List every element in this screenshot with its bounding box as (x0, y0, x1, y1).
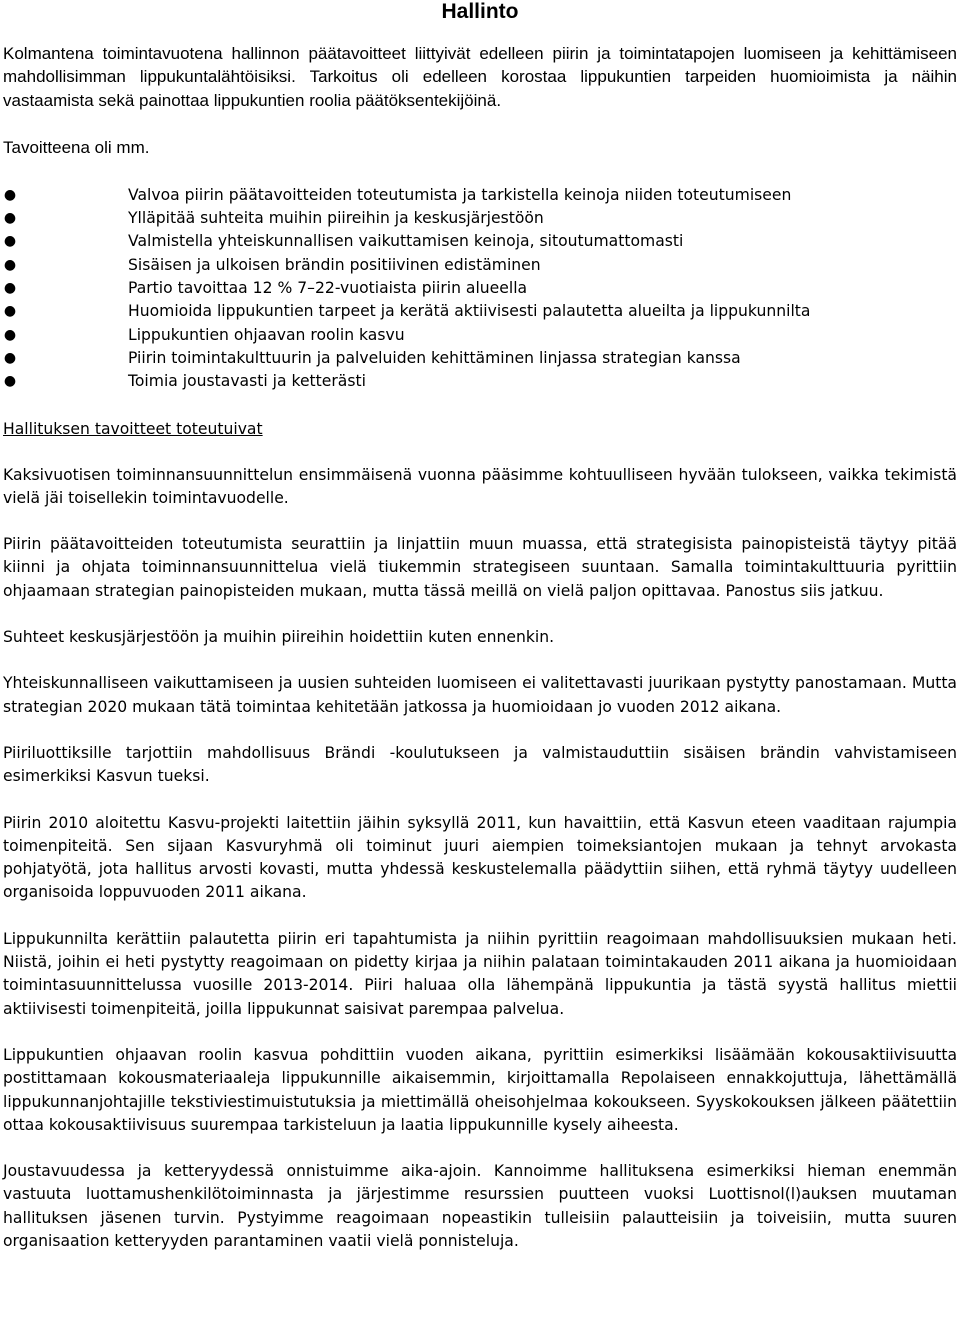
bullet-icon: ● (3, 303, 17, 320)
goal-item: ● Partio tavoittaa 12 % 7–22-vuotiaista piirin alueella (3, 277, 957, 300)
goal-item: ● Lippukuntien ohjaavan roolin kasvu (3, 324, 957, 347)
goal-item: ● Toimia joustavasti ja ketterästi (3, 370, 957, 393)
page-title: Hallinto (441, 0, 519, 23)
body-paragraph: Joustavuudessa ja ketteryydessä onnistuimme aika-ajoin. Kannoimme hallituksena esimerkiksi hieman enemmän vastuuta luottamushenkilötoiminnasta ja järjestimme resurssien puutteen vuoksi Luottisnol(l)auksen muutaman hallituksen jäsenen turvin. Pystyimme reagoimaan nopeastikin tulleisiin palautteisiin ja toiveisiin, mutta suuren organisaation ketteryyden parantaminen vaatii vielä ponnisteluja. (3, 1162, 957, 1250)
intro-paragraph: Kolmantena toimintavuotena hallinnon päätavoitteet liittyivät edelleen piirin ja toimintatapojen luomiseen ja kehittämiseen mahdollisimman lippukuntalähtöisiksi. Tarkoitus oli edelleen korostaa lippukuntien tarpeiden huomioimista ja näihin vastaamista sekä painottaa lippukuntien roolia päätöksentekijöinä. (3, 44, 957, 110)
bullet-icon: ● (3, 373, 17, 390)
body-paragraph: Piirin päätavoitteiden toteutumista seurattiin ja linjattiin muun muassa, että strategisista painopisteistä täytyy pitää kiinni ja ohjata toiminnansuunnittelua vielä tiukemmin strategiseen suuntaan. Samalla toimintakulttuuria pyrittiin ohjaamaan strategian painopisteiden mukaan, mutta tässä meillä on vielä paljon opittavaa. Panostus siis jatkuu. (3, 535, 957, 600)
bullet-icon: ● (3, 280, 17, 297)
bullet-icon: ● (3, 186, 17, 203)
goal-item: ● Ylläpitää suhteita muihin piireihin ja keskusjärjestöön (3, 207, 957, 230)
bullet-icon: ● (3, 326, 17, 343)
body-paragraph: Piirin 2010 aloitettu Kasvu-projekti laitettiin jäihin syksyllä 2011, kun havaittiin, että Kasvun eteen vaaditaan rajumpia toimenpiteitä. Sen sijaan Kasvuryhmä oli toiminut juuri aiempien toimeksiantojen mukaan ja tehnyt arvokasta pohjatyötä, jota hallitus arvosti kovasti, mutta yhdessä keskustelemalla päädyttiin siihen, että ryhmä täytyy uudelleen organisoida loppuvuoden 2011 aikana. (3, 813, 957, 902)
document-page (3, 0, 957, 1253)
goal-item: ● Piirin toimintakulttuurin ja palveluiden kehittäminen linjassa strategian kanssa (3, 347, 957, 370)
body-paragraph: Suhteet keskusjärjestöön ja muihin piireihin hoidettiin kuten ennenkin. (3, 628, 555, 647)
goal-item: ● Valvoa piirin päätavoitteiden toteutumista ja tarkistella keinoja niiden toteutumiseen (3, 184, 957, 207)
goal-item: ● Huomioida lippukuntien tarpeet ja kerätä aktiivisesti palautetta alueilta ja lippukunnilta (3, 300, 957, 323)
bullet-icon: ● (3, 256, 17, 273)
body-paragraph: Kaksivuotisen toiminnansuunnittelun ensimmäisenä vuonna pääsimme kohtuulliseen hyvään tulokseen, vaikka tekimistä vielä jäi toisellekin toimintavuodelle. (3, 465, 957, 507)
goal-item: ● Valmistella yhteiskunnallisen vaikuttamisen keinoja, sitoutumattomasti (3, 230, 957, 253)
body-paragraph: Piiriluottiksille tarjottiin mahdollisuus Brändi -koulutukseen ja valmistauduttiin sisäisen brändin vahvistamiseen esimerkiksi Kasvun tueksi. (3, 743, 957, 786)
body-paragraph: Lippukuntien ohjaavan roolin kasvua pohdittiin vuoden aikana, pyrittiin esimerkiksi lisäämään kokousaktiivisuutta postittamaan kokousmateriaaleja lippukunnille aikaisemmin, kirjoittamalla Repolaiseen ennakkojuttuja, lähettämällä lippukunnanjohtajille tekstiviestimuistutuksia ja miettimällä oheisohjelmaa kokoukseen. Syyskokouksen jälkeen päätettiin ottaa kokousaktiivisuus suurempaa tarkisteluun ja laatia lippukunnille kysely aiheesta. (3, 1045, 957, 1134)
goals-lead-text: Tavoitteena oli mm. (3, 137, 150, 157)
bullet-icon: ● (3, 233, 17, 250)
section-heading: Hallituksen tavoitteet toteutuivat (3, 419, 263, 438)
goals-list (3, 184, 957, 394)
bullet-icon: ● (3, 349, 17, 366)
goal-item: ● Sisäisen ja ulkoisen brändin positiivinen edistäminen (3, 254, 957, 277)
body-paragraph: Lippukunnilta kerättiin palautetta piirin eri tapahtumista ja niihin pyrittiin reagoimaan mahdollisuuksien mukaan heti. Niistä, joihin ei heti pystytty reagoimaan on pidetty kirjaa ja niihin palataan toimintakauden 2011 aikana ja huomioidaan toimintasuunnittelussa vuosille 2013-2014. Piiri haluaa olla lähempänä lippukuntia ja tästä syystä hallitus miettii aktiivisesti toimenpiteitä, joilla lippukunnat saisivat parempaa palvelua. (3, 929, 957, 1018)
bullet-icon: ● (3, 210, 17, 227)
body-paragraph: Yhteiskunnalliseen vaikuttamiseen ja uusien suhteiden luomiseen ei valitettavasti juurikaan pystytty panostamaan. Mutta strategian 2020 mukaan tätä toimintaa kehitetään jatkossa ja huomioidaan jo vuoden 2012 aikana. (3, 674, 957, 716)
